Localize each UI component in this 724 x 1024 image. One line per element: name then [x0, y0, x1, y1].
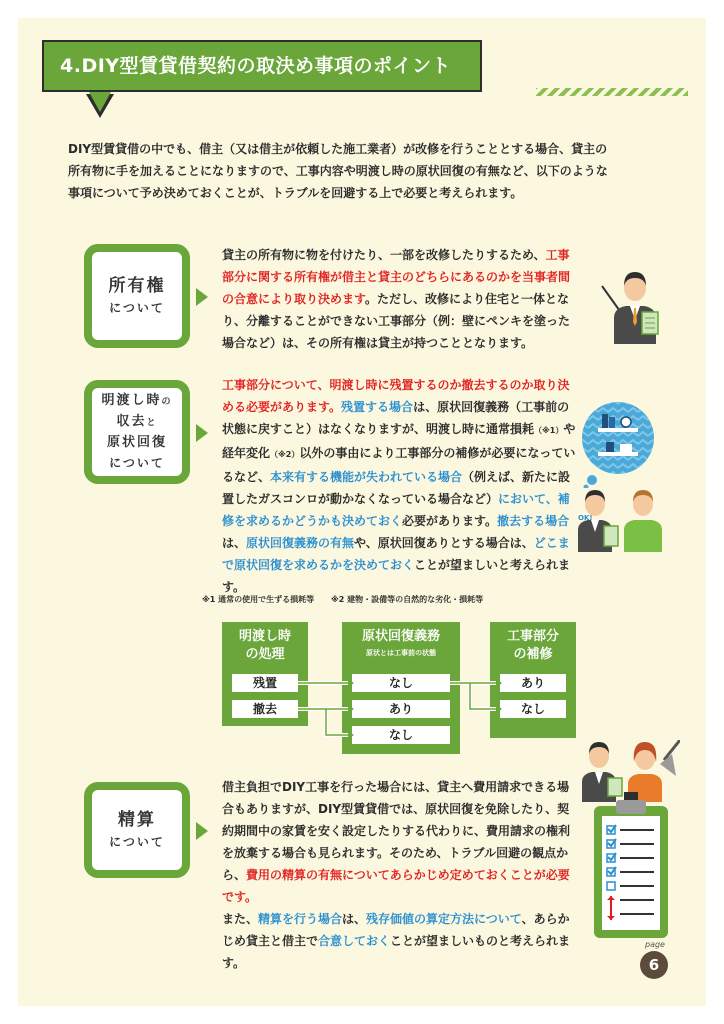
flow-header-line: の補修: [513, 647, 553, 662]
ownership-label-arrow: [196, 288, 208, 306]
flow-column-subheader: 原状とは工事前の状態: [366, 649, 436, 657]
restoration-text-part: 以外の事由により工事部分の補修が必要になっているなど、: [222, 446, 576, 484]
page-number: 6: [640, 951, 668, 979]
restoration-label-line4: について: [109, 456, 165, 470]
restoration-keyword: 原状回復義務の有無: [246, 536, 355, 550]
restoration-text-part: は、原状回復義務（工事前の状態に戻すこと）はなくなりますが、明渡し時に通常損耗: [222, 400, 570, 436]
settlement-keyword: 合意しておく: [318, 934, 391, 948]
restoration-keyword: どこまで原状回復を求めるかを決めておく: [222, 536, 570, 572]
page-label: page: [645, 940, 665, 949]
flow-column-handling: [222, 622, 308, 726]
settlement-keyword: 精算を行う場合: [258, 912, 343, 926]
footnote-ref: （※1）: [534, 426, 564, 435]
page-number-badge: [640, 940, 670, 979]
ownership-label-sub: について: [109, 301, 165, 315]
ownership-text-part: 。ただし、改修により住宅と一体となり、分離することができない工事部分（例：壁にペンキを塗った場合など）は、その所有権は貸主が持つこととなります。: [222, 292, 571, 350]
settlement-keyword: 残存価値の算定方法について: [366, 912, 522, 926]
intro-line: 事項について予め決めておくことが、トラブルを回避する上で必要と考えられます。: [68, 186, 523, 200]
intro-line: DIY型賃貸借の中でも、借主（又は借主が依頼した施工業者）が改修を行うこととする場合、貸主の: [68, 142, 608, 156]
decorative-stripe: [536, 88, 688, 96]
flow-item-restoration-yes: あり: [352, 700, 450, 718]
flow-item-leave: 残置: [232, 674, 298, 692]
title-banner: [42, 40, 482, 92]
footnotes: [202, 594, 483, 605]
flow-column-header: [222, 628, 308, 664]
title-speech-tail-fill: [89, 92, 111, 112]
ownership-highlight: 工事部分に関する所有権が借主と貸主のどちらにあるのかを当事者間の合意により取り決めます: [222, 248, 571, 306]
ownership-label-box: [84, 244, 190, 348]
restoration-label-line2: [116, 412, 157, 433]
settlement-label-box: [84, 782, 190, 878]
settlement-label-main: 精算: [118, 810, 156, 830]
restoration-keyword: において、補修を求めるかどうかも決めておく: [222, 492, 570, 528]
flow-item-restoration-none: なし: [352, 674, 450, 692]
restoration-label-particle: と: [146, 418, 158, 428]
flow-item-repair-no: なし: [500, 700, 566, 718]
restoration-keyword: 撤去する場合: [497, 514, 570, 528]
restoration-text-part: は、: [222, 536, 247, 550]
restoration-text-part: や経年変化: [222, 422, 576, 460]
restoration-highlight: 工事部分について、明渡し時に残置するのか撤去するのか取り決める必要があります。: [222, 378, 570, 414]
intro-line: 所有物に手を加えることになりますので、工事内容や明渡し時の原状回復の有無など、以下のような: [68, 164, 608, 178]
restoration-text-part: 必要があります。: [402, 514, 498, 528]
footnote-2: ※2 建物・設備等の自然的な劣化・損耗等: [330, 595, 484, 604]
page-title: 4.DIY型賃貸借契約の取決め事項のポイント: [60, 55, 452, 77]
ownership-text-part: 貸主の所有物に物を付けたり、一部を改修したりするため、: [222, 248, 546, 262]
restoration-label-arrow: [196, 424, 208, 442]
flow-header-line: 明渡し時: [238, 629, 291, 644]
restoration-text-part: や、原状回復ありとする場合は、: [354, 536, 534, 550]
intro-paragraph: [68, 138, 664, 204]
settlement-highlight: 費用の精算の有無についてあらかじめ定めておくことが必要です。: [222, 868, 570, 904]
restoration-label-line1: [101, 391, 172, 412]
restoration-label-text: 明渡し時: [101, 393, 162, 408]
restoration-keyword: 残置する場合: [341, 400, 414, 414]
restoration-keyword: 本来有する機能が失われている場合: [270, 470, 463, 484]
settlement-text: [222, 776, 578, 974]
restoration-label-particle: の: [161, 397, 173, 407]
settlement-text-part: は、: [342, 912, 367, 926]
settlement-text-part: 借主負担でDIY工事を行った場合には、貸主へ費用請求できる場合もありますが、DIY型賃貸借では、原状回復を免除したり、契約期間中の家賃を安く設定したりする代わりに、費用請求の権利を放棄する場合も見られます。そのため、トラブル回避の観点から、: [222, 780, 571, 882]
shelf-thought-bubble-illustration: [578, 398, 658, 488]
footnote-ref: （※2）: [270, 450, 300, 459]
restoration-text: [222, 374, 578, 598]
businessman-pointer-illustration: [600, 262, 670, 344]
flow-column-header: [490, 628, 576, 664]
flow-item-remove: 撤去: [232, 700, 298, 718]
ownership-label-main: 所有権: [108, 276, 166, 296]
ok-label: OK!: [578, 514, 593, 522]
settlement-label-sub: について: [109, 835, 165, 849]
settlement-text-part: ことが望ましいものと考えられます。: [222, 934, 571, 970]
flow-item-restoration-none-2: なし: [352, 726, 450, 744]
flow-arrows: [298, 670, 504, 760]
restoration-text-part: ことが望ましいと考えられます。: [222, 558, 571, 594]
restoration-label-line3: 原状回復: [106, 435, 167, 450]
flow-column-header: 原状回復義務: [361, 629, 440, 644]
flow-header-line: の処理: [245, 647, 285, 662]
settlement-text-part: 、あらかじめ貸主と借主で: [222, 912, 570, 948]
restoration-text-part: （例えば、新たに設置したガスコンロが動かなくなっている場合など）: [222, 470, 571, 506]
flow-header-line: 工事部分: [506, 629, 559, 644]
settlement-text-part: また、: [222, 912, 259, 926]
people-with-tools-illustration: [580, 740, 680, 802]
settlement-label-arrow: [196, 822, 208, 840]
footnote-1: ※1 通常の使用で生ずる損耗等: [202, 595, 315, 604]
flow-item-repair-yes: あり: [500, 674, 566, 692]
restoration-label-box: [84, 380, 190, 484]
restoration-label-text: 収去: [116, 414, 147, 429]
checklist-clipboard-illustration: [592, 798, 670, 940]
ownership-text: [222, 244, 578, 354]
